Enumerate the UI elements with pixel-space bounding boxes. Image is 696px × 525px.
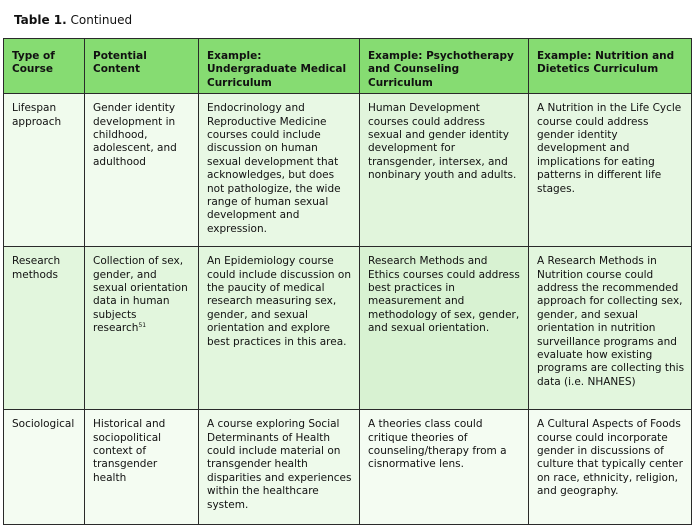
cell-type: Lifespan approach <box>4 94 85 247</box>
cell-psychotherapy: Human Development courses could address sexual and gender identity development for transgender, intersex, and nonbinary youth and adults. <box>360 94 529 247</box>
cell-content: Gender identity development in childhood, adolescent, and adulthood <box>85 94 199 247</box>
cell-content-text: Collection of sex, gender, and sexual orientation data in human subjects research <box>93 255 188 335</box>
cell-medical: A course exploring Social Determinants of Health could include material on transgender health disparities and experiences within the healthcare system. <box>199 410 360 525</box>
header-psychotherapy-curriculum: Example: Psychotherapy and Counseling Curriculum <box>360 39 529 94</box>
header-potential-content: Potential Content <box>85 39 199 94</box>
table-caption-label: Table 1. <box>14 13 67 27</box>
header-type-of-course: Type of Course <box>4 39 85 94</box>
curriculum-table <box>3 38 692 525</box>
table-row <box>4 410 692 525</box>
reference-superscript: 51 <box>138 322 147 330</box>
cell-content <box>85 247 199 410</box>
cell-medical: Endocrinology and Reproductive Medicine courses could include discussion on human sexual development that acknowledges, but does not pathologize, the wide range of human sexual development and expression. <box>199 94 360 247</box>
header-medical-curriculum: Example: Undergraduate Medical Curriculum <box>199 39 360 94</box>
header-row <box>4 39 692 94</box>
table-caption-text: Continued <box>70 13 133 27</box>
cell-medical: An Epidemiology course could include discussion on the paucity of medical research measuring sex, gender, and sexual orientation and explore best practices in this area. <box>199 247 360 410</box>
table-row <box>4 94 692 247</box>
cell-content: Historical and sociopolitical context of transgender health <box>85 410 199 525</box>
header-nutrition-curriculum: Example: Nutrition and Dietetics Curriculum <box>529 39 692 94</box>
table-caption <box>14 12 132 28</box>
cell-type: Sociological <box>4 410 85 525</box>
cell-type: Research methods <box>4 247 85 410</box>
cell-nutrition: A Nutrition in the Life Cycle course could address gender identity development and implications for eating patterns in different life stages. <box>529 94 692 247</box>
cell-nutrition: A Cultural Aspects of Foods course could incorporate gender in discussions of culture that typically center on race, ethnicity, religion, and geography. <box>529 410 692 525</box>
cell-psychotherapy: A theories class could critique theories of counseling/therapy from a cisnormative lens. <box>360 410 529 525</box>
cell-psychotherapy: Research Methods and Ethics courses could address best practices in measurement and methodology of sex, gender, and sexual orientation. <box>360 247 529 410</box>
table-row <box>4 247 692 410</box>
cell-nutrition: A Research Methods in Nutrition course could address the recommended approach for collecting sex, gender, and sexual orientation in nutrition surveillance programs and evaluate how existing programs are collecting this data (i.e. NHANES) <box>529 247 692 410</box>
